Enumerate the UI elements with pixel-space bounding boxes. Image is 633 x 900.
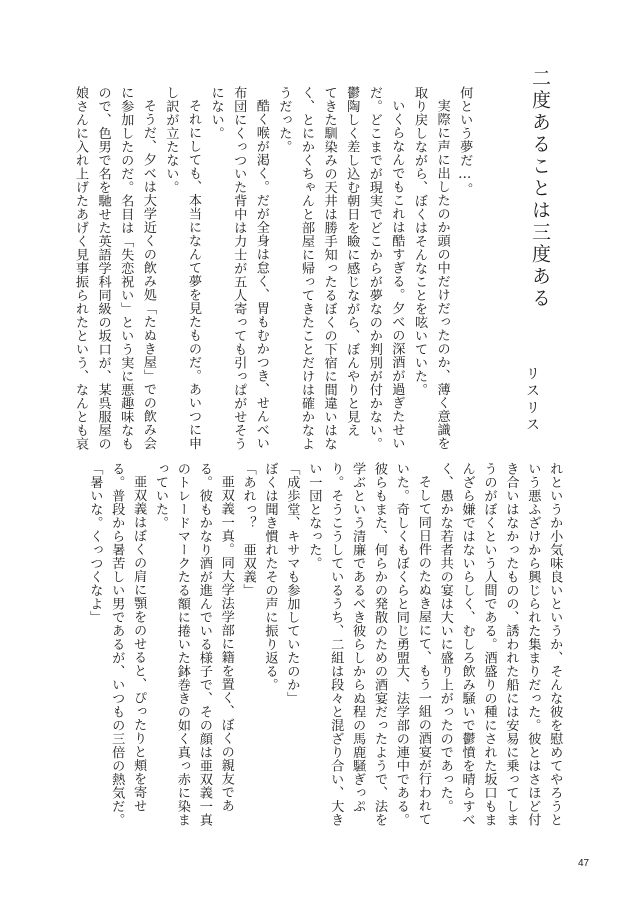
text-line: ので、色男で名を馳せた英語学科同級の坂口が、某呉服屋の	[95, 86, 111, 451]
text-line: 鬱陶しく差し込む朝日を瞼に感じながら、ぼんやりと見え	[344, 86, 360, 437]
story-title: 二度あることは三度ある	[529, 68, 551, 310]
text-line: だ。どこまでが現実でどこからが夢なのか判別が付かない。	[366, 86, 382, 451]
text-line: 「暑いな。くっつくなよ」	[87, 462, 103, 624]
text-line: 亜双義一真。同大学法学部に籍を置く、ぼくの親友であ	[218, 475, 234, 813]
text-line: い一団となった。	[306, 462, 322, 570]
page-number: 47	[578, 858, 590, 869]
text-line: んざら嫌ではないらしく、むしろ飲み騒いで鬱憤を晴らすべ	[459, 462, 475, 827]
text-line: る。普段から暑苦しい男であるが、いつもの三倍の熱気だ。	[109, 462, 125, 827]
text-line: 娘さんに入れ上げたあげく見事振られたという、なんとも哀	[73, 86, 88, 451]
text-line: 何という夢だ…。	[457, 86, 473, 196]
text-line: に参加したのだ。名目は「失恋祝い」という実に悪趣味なも	[118, 86, 134, 451]
text-line: 「あれっ？ 亜双義」	[240, 462, 256, 597]
text-line: いう悪ふざけから興じられた集まりだった。彼とはさほど付	[525, 462, 541, 827]
text-line: にない。	[208, 86, 224, 140]
text-line: てきた馴染みの天井は勝手知ったるぼくの下宿に間違いはな	[321, 86, 337, 451]
text-line: っていた。	[153, 462, 168, 530]
text-line: り。そうこうしているうち、二組は段々と混ざり合い、大き	[328, 462, 344, 827]
text-line: それにしても、本当になんて夢を見たものだ。あいつに申	[186, 99, 201, 450]
text-line: 学ぶという清廉であるべき彼らしからぬ程の馬鹿騒ぎっぷ	[350, 462, 366, 813]
text-line: そうだ、夕べは大学近くの飲み処「たぬき屋」での飲み会	[140, 99, 156, 450]
text-line: る。彼もかなり酒が進んでいる様子で、その顔は亜双義一真	[196, 462, 212, 827]
text-line: うだった。	[276, 86, 292, 154]
text-line: 布団にくっついた背中は力士が五人寄っても引っぱがせそう	[231, 86, 247, 451]
text-line: いた。奇しくもぼくらと同じ勇盟大、法学部の連中である。	[393, 462, 409, 827]
text-line: く、とにかくちゃんと部屋に帰ってきたことだけは確かなよ	[299, 86, 314, 451]
text-line: 彼らもまた、何らかの発散のための酒宴だったようで、法を	[372, 462, 387, 827]
text-line: 取り戻しながら、ぼくはそんなことを呟いていた。	[412, 86, 427, 397]
text-line: いくらなんでもこれは酷すぎる。夕べの深酒が過ぎたせい	[389, 99, 405, 450]
text-line: れというか小気味良いというか、そんな彼を慰めてやろうと	[547, 462, 563, 827]
text-line: 酷く喉が渇く。だが全身は怠く、胃もむかつき、せんべい	[253, 99, 269, 450]
text-line: のトレードマークたる額に捲いた鉢巻きの如く真っ赤に染ま	[174, 462, 190, 827]
text-line: そして同日件のたぬき屋にて、もう一組の酒宴が行われて	[415, 475, 431, 826]
text-line: 実際に声に出したのか頭の中だけだったのか、薄く意識を	[434, 99, 450, 450]
text-line: き合いはなかったものの、誘われた船には安易に乗ってしま	[503, 462, 519, 827]
text-line: 亜双義はぼくの肩に顎をのせると、ぴったりと頬を寄せ	[131, 475, 147, 813]
text-line: し訳が立たない。	[163, 86, 179, 194]
author-name: リスリス	[524, 366, 540, 434]
text-line: 「成歩堂、キサマも参加していたのか」	[284, 462, 300, 705]
text-line: うのがぼくという人間である。酒盛りの種にされた坂口もま	[481, 462, 497, 827]
text-line: く、愚かな若者共の宴は大いに盛り上がったのであった。	[437, 462, 453, 813]
text-line: ぼくは聞き慣れたその声に振り返る。	[262, 462, 278, 692]
